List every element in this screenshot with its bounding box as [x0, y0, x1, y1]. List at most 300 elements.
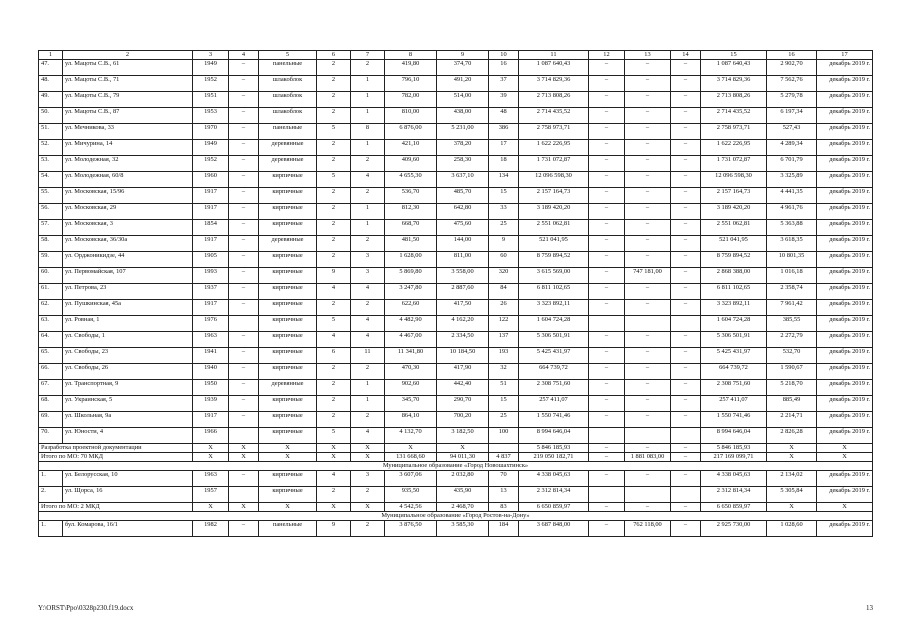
table-cell: 48. [39, 76, 63, 92]
table-cell: 2 551 062,81 [519, 220, 589, 236]
table-cell: 290,70 [437, 396, 489, 412]
table-cell: ул. Мацоты С.В., 71 [63, 76, 193, 92]
table-cell: деревянные [259, 140, 317, 156]
table-cell: ул. Московская, 15/96 [63, 188, 193, 204]
table-cell: X [317, 503, 351, 512]
table-cell: – [671, 172, 701, 188]
table-cell: декабрь 2019 г. [817, 172, 873, 188]
table-cell: 2 713 808,26 [701, 92, 767, 108]
table-cell: – [625, 503, 671, 512]
table-cell: 1 [351, 220, 385, 236]
table-cell: 885,49 [767, 396, 817, 412]
table-cell: 57. [39, 220, 63, 236]
row-label: Итого по МО: 70 МКД [39, 453, 193, 462]
table-cell: – [589, 220, 625, 236]
table-cell: 664 739,72 [701, 364, 767, 380]
table-cell: – [671, 444, 701, 453]
table-cell: 2 358,74 [767, 284, 817, 300]
table-cell: 1957 [193, 487, 229, 503]
table-cell: – [671, 348, 701, 364]
table-cell: 137 [489, 332, 519, 348]
table-cell: 811,00 [437, 252, 489, 268]
table-cell: – [589, 453, 625, 462]
table-cell: 1917 [193, 412, 229, 428]
table-cell: 33 [489, 204, 519, 220]
table-cell: 2 334,50 [437, 332, 489, 348]
column-number-cell: 17 [817, 51, 873, 60]
table-cell: 1 550 741,46 [519, 412, 589, 428]
table-cell: – [229, 156, 259, 172]
table-cell: ул. Мечникова, 33 [63, 124, 193, 140]
table-cell: – [589, 396, 625, 412]
table-cell: 374,70 [437, 60, 489, 76]
table-cell: 11 341,80 [385, 348, 437, 364]
table-cell: – [589, 332, 625, 348]
table-cell: – [229, 172, 259, 188]
table-cell: 10 801,35 [767, 252, 817, 268]
table-cell: 2 [317, 140, 351, 156]
table-cell: ул. Молодежная, 32 [63, 156, 193, 172]
table-cell: 485,70 [437, 188, 489, 204]
table-cell: 70. [39, 428, 63, 444]
table-cell: 56. [39, 204, 63, 220]
table-cell: 5 425 431,97 [701, 348, 767, 364]
table-cell: 4 467,00 [385, 332, 437, 348]
table-cell: 668,70 [385, 220, 437, 236]
table-cell: 810,00 [385, 108, 437, 124]
table-row [39, 140, 873, 156]
table-cell: 935,50 [385, 487, 437, 503]
table-cell: 2 214,71 [767, 412, 817, 428]
table-cell: – [625, 300, 671, 316]
table-cell: – [229, 521, 259, 537]
table-cell: 1952 [193, 156, 229, 172]
table-cell: ул. Орджоникидзе, 44 [63, 252, 193, 268]
table-cell: 1 [351, 92, 385, 108]
table-cell: 1 881 083,00 [625, 453, 671, 462]
table-cell: – [625, 60, 671, 76]
section-title: Муниципальное образование «Город Ростов-на-Дону» [39, 512, 873, 521]
table-cell: 2 902,70 [767, 60, 817, 76]
table-cell: 1 087 640,43 [519, 60, 589, 76]
table-cell: X [437, 444, 489, 453]
table-cell: – [589, 444, 625, 453]
table-cell: панельные [259, 124, 317, 140]
table-cell: 6 197,34 [767, 108, 817, 124]
table-cell: – [671, 521, 701, 537]
table-row [39, 521, 873, 537]
table-cell: ул. Ровная, 1 [63, 316, 193, 332]
table-cell: X [317, 453, 351, 462]
table-cell: кирпичные [259, 396, 317, 412]
table-cell: кирпичные [259, 268, 317, 284]
table-cell: – [671, 76, 701, 92]
table-cell: ул. Мичурина, 14 [63, 140, 193, 156]
table-cell: – [589, 284, 625, 300]
column-number-row [39, 51, 873, 60]
table-cell: – [229, 204, 259, 220]
table-cell: – [229, 332, 259, 348]
table-cell: декабрь 2019 г. [817, 108, 873, 124]
table-cell: кирпичные [259, 284, 317, 300]
table-row [39, 268, 873, 284]
table-cell: 61. [39, 284, 63, 300]
table-cell: 481,50 [385, 236, 437, 252]
table-cell: – [589, 204, 625, 220]
section-header-row [39, 462, 873, 471]
table-cell: 4 [351, 316, 385, 332]
table-row [39, 172, 873, 188]
table-cell: 435,90 [437, 487, 489, 503]
table-cell: – [229, 412, 259, 428]
table-cell: 1939 [193, 396, 229, 412]
table-cell: 812,30 [385, 204, 437, 220]
table-cell: 1941 [193, 348, 229, 364]
table-cell: X [817, 444, 873, 453]
table-cell: 62. [39, 300, 63, 316]
table-cell: 521 041,95 [701, 236, 767, 252]
table-cell: 2 [317, 108, 351, 124]
table-cell: – [625, 140, 671, 156]
column-number-cell: 3 [193, 51, 229, 60]
table-cell: 5 [317, 124, 351, 140]
table-row [39, 204, 873, 220]
row-label: Итого по МО: 2 МКД [39, 503, 193, 512]
table-cell: 902,60 [385, 380, 437, 396]
table-cell: – [589, 124, 625, 140]
table-cell: 3 323 892,11 [701, 300, 767, 316]
table-cell: деревянные [259, 156, 317, 172]
table-cell: 700,20 [437, 412, 489, 428]
table-cell: ул. Петрова, 23 [63, 284, 193, 300]
table-cell: деревянные [259, 380, 317, 396]
table-cell: 3 618,35 [767, 236, 817, 252]
table-cell: 796,10 [385, 76, 437, 92]
table-cell: 3 189 420,20 [701, 204, 767, 220]
table-cell: 2 826,28 [767, 428, 817, 444]
table-cell: панельные [259, 60, 317, 76]
table-cell: X [259, 503, 317, 512]
page-number: 13 [866, 604, 873, 612]
table-cell: 2 [351, 156, 385, 172]
table-cell: 2 [317, 300, 351, 316]
table-row [39, 76, 873, 92]
table-cell: – [589, 76, 625, 92]
table-cell: – [229, 284, 259, 300]
table-cell: 3 607,06 [385, 471, 437, 487]
table-cell: – [589, 252, 625, 268]
table-cell: 37 [489, 76, 519, 92]
column-number-cell: 6 [317, 51, 351, 60]
table-cell: ул. Первомайская, 107 [63, 268, 193, 284]
table-cell: 144,00 [437, 236, 489, 252]
table-cell: 60 [489, 252, 519, 268]
table-cell: X [767, 444, 817, 453]
table-row [39, 124, 873, 140]
table-cell: 1 550 741,46 [701, 412, 767, 428]
table-cell: кирпичные [259, 204, 317, 220]
table-cell [229, 316, 259, 332]
table-cell: декабрь 2019 г. [817, 124, 873, 140]
table-cell: 2 [317, 220, 351, 236]
column-number-cell: 11 [519, 51, 589, 60]
table-cell: – [671, 453, 701, 462]
row-label: Разработка проектной документации [39, 444, 193, 453]
column-number-cell: 9 [437, 51, 489, 60]
table-cell: X [351, 444, 385, 453]
table-cell: декабрь 2019 г. [817, 236, 873, 252]
table-cell: ул. Свободы, 23 [63, 348, 193, 364]
table-row [39, 412, 873, 428]
table-cell: 442,40 [437, 380, 489, 396]
table-cell [625, 316, 671, 332]
table-row [39, 471, 873, 487]
table-cell: 5 [317, 316, 351, 332]
table-cell: декабрь 2019 г. [817, 188, 873, 204]
table-cell: 6 811 102,65 [519, 284, 589, 300]
table-row [39, 156, 873, 172]
table-cell: декабрь 2019 г. [817, 428, 873, 444]
table-cell: 1966 [193, 428, 229, 444]
table-cell: 3 876,50 [385, 521, 437, 537]
table-cell: кирпичные [259, 220, 317, 236]
table-cell: 2 [317, 236, 351, 252]
table-cell: 65. [39, 348, 63, 364]
table-cell: 5 [317, 172, 351, 188]
table-cell: кирпичные [259, 348, 317, 364]
table-cell: 2 [351, 364, 385, 380]
table-cell: – [625, 471, 671, 487]
table-cell: 94 011,30 [437, 453, 489, 462]
table-cell: 16 [489, 60, 519, 76]
table-cell: 3 585,30 [437, 521, 489, 537]
table-cell: 17 [489, 140, 519, 156]
column-number-cell: 16 [767, 51, 817, 60]
table-cell: кирпичные [259, 428, 317, 444]
table-row [39, 284, 873, 300]
table-cell: 345,70 [385, 396, 437, 412]
table-cell: 1 628,00 [385, 252, 437, 268]
table-cell: X [193, 503, 229, 512]
table-cell: – [229, 92, 259, 108]
table-cell: декабрь 2019 г. [817, 268, 873, 284]
table-cell: X [193, 453, 229, 462]
table-cell: – [229, 364, 259, 380]
table-cell: 2 868 388,00 [701, 268, 767, 284]
table-cell: декабрь 2019 г. [817, 521, 873, 537]
table-cell: X [385, 444, 437, 453]
table-cell: 470,30 [385, 364, 437, 380]
table-cell: 4 338 045,63 [701, 471, 767, 487]
table-cell: – [589, 188, 625, 204]
table-cell: 5 218,70 [767, 380, 817, 396]
table-cell: 1 731 072,87 [519, 156, 589, 172]
table-cell: 184 [489, 521, 519, 537]
table-cell: 1960 [193, 172, 229, 188]
table-cell: 2 [317, 156, 351, 172]
table-cell: 2 714 435,52 [519, 108, 589, 124]
table-cell: – [229, 396, 259, 412]
table-cell: 3 189 420,20 [519, 204, 589, 220]
table-cell: – [671, 92, 701, 108]
table-cell: 217 169 099,71 [701, 453, 767, 462]
table-cell: 4 655,30 [385, 172, 437, 188]
table-cell: 134 [489, 172, 519, 188]
table-cell: 2 [351, 487, 385, 503]
table-cell: ул. Школьная, 9а [63, 412, 193, 428]
table-row [39, 487, 873, 503]
table-cell: 514,00 [437, 92, 489, 108]
table-cell: X [817, 503, 873, 512]
table-cell: ул. Свободы, 1 [63, 332, 193, 348]
table-cell: 70 [489, 471, 519, 487]
table-cell: X [817, 453, 873, 462]
table-cell: – [671, 156, 701, 172]
table-cell: 1 731 072,87 [701, 156, 767, 172]
table-cell: 386 [489, 124, 519, 140]
column-number-cell: 12 [589, 51, 625, 60]
table-cell: X [229, 444, 259, 453]
table-cell: шлакоблок [259, 76, 317, 92]
table-cell: – [625, 348, 671, 364]
table-cell: кирпичные [259, 471, 317, 487]
table-cell: декабрь 2019 г. [817, 412, 873, 428]
table-cell: декабрь 2019 г. [817, 487, 873, 503]
table-row [39, 316, 873, 332]
table-cell: 4 542,56 [385, 503, 437, 512]
table-cell: 5 425 431,97 [519, 348, 589, 364]
table-cell: 257 411,07 [519, 396, 589, 412]
table-cell: 5 846 185,93 [701, 444, 767, 453]
table-cell: 1 [351, 380, 385, 396]
table-cell: 64. [39, 332, 63, 348]
table-cell: декабрь 2019 г. [817, 300, 873, 316]
table-cell: – [229, 252, 259, 268]
table-row [39, 348, 873, 364]
table-cell: 1963 [193, 471, 229, 487]
table-cell: 782,00 [385, 92, 437, 108]
table-cell: X [317, 444, 351, 453]
table-cell: 52. [39, 140, 63, 156]
table-cell: 131 668,60 [385, 453, 437, 462]
table-cell: 47. [39, 60, 63, 76]
table-cell: – [671, 284, 701, 300]
table-cell: – [625, 236, 671, 252]
table-row [39, 332, 873, 348]
table-cell: 2 308 751,60 [701, 380, 767, 396]
table-cell: 2 [317, 252, 351, 268]
table-cell: 1 [351, 108, 385, 124]
table-cell: – [589, 172, 625, 188]
table-cell: – [625, 364, 671, 380]
table-cell: 5 279,78 [767, 92, 817, 108]
table-cell: 3 182,50 [437, 428, 489, 444]
table-cell [229, 428, 259, 444]
table-cell: кирпичные [259, 487, 317, 503]
table-cell: – [589, 364, 625, 380]
table-cell: – [625, 108, 671, 124]
column-number-cell: 10 [489, 51, 519, 60]
table-row [39, 428, 873, 444]
table-cell: – [229, 188, 259, 204]
table-cell: 2 [317, 76, 351, 92]
table-cell: 2 032,80 [437, 471, 489, 487]
table-cell: 122 [489, 316, 519, 332]
table-cell: ул. Белорусская, 10 [63, 471, 193, 487]
table-cell: 3 323 892,11 [519, 300, 589, 316]
table-cell: – [589, 471, 625, 487]
table-cell: – [671, 140, 701, 156]
table-cell: – [229, 220, 259, 236]
table-cell: 1 [351, 140, 385, 156]
table-cell: – [625, 92, 671, 108]
table-cell: кирпичные [259, 412, 317, 428]
table-cell: 2 758 973,71 [701, 124, 767, 140]
table-cell: – [625, 204, 671, 220]
table-cell: 25 [489, 220, 519, 236]
table-cell: 475,60 [437, 220, 489, 236]
table-cell: – [229, 300, 259, 316]
table-cell: – [589, 300, 625, 316]
table-cell: 39 [489, 92, 519, 108]
design-docs-row [39, 444, 873, 453]
table-cell: – [671, 503, 701, 512]
table-cell [671, 487, 701, 503]
table-cell: 2 [351, 300, 385, 316]
table-cell: 2 713 808,26 [519, 92, 589, 108]
table-cell [229, 487, 259, 503]
column-number-cell: 1 [39, 51, 63, 60]
column-number-cell: 2 [63, 51, 193, 60]
table-cell: – [229, 236, 259, 252]
table-cell: ул. Московская, 36/30а [63, 236, 193, 252]
table-cell: – [589, 521, 625, 537]
table-row [39, 300, 873, 316]
table-cell: 2 [317, 364, 351, 380]
table-cell: 2 468,70 [437, 503, 489, 512]
table-cell: ул. Щорса, 16 [63, 487, 193, 503]
table-cell: – [589, 236, 625, 252]
table-cell: 69. [39, 412, 63, 428]
table-cell: – [229, 108, 259, 124]
table-cell: 2 272,79 [767, 332, 817, 348]
table-cell: – [229, 380, 259, 396]
table-cell: 378,20 [437, 140, 489, 156]
table-cell: – [625, 124, 671, 140]
table-cell: ул. Юности, 4 [63, 428, 193, 444]
table-cell: – [625, 252, 671, 268]
table-cell: декабрь 2019 г. [817, 380, 873, 396]
table-cell: ул. Пушкинская, 45а [63, 300, 193, 316]
table-cell: 6 650 859,97 [519, 503, 589, 512]
table-cell: X [767, 503, 817, 512]
table-cell: 49. [39, 92, 63, 108]
table-cell: 2 [317, 60, 351, 76]
table-cell: 762 118,00 [625, 521, 671, 537]
table-cell: 18 [489, 156, 519, 172]
table-cell [489, 444, 519, 453]
table-cell: 257 411,07 [701, 396, 767, 412]
table-cell: 5 231,00 [437, 124, 489, 140]
table-cell: X [193, 444, 229, 453]
table-cell: 1976 [193, 316, 229, 332]
column-number-cell: 7 [351, 51, 385, 60]
table-cell: – [671, 332, 701, 348]
table-cell: декабрь 2019 г. [817, 316, 873, 332]
table-cell: кирпичные [259, 316, 317, 332]
table-cell [589, 487, 625, 503]
table-cell: 1 604 724,28 [519, 316, 589, 332]
